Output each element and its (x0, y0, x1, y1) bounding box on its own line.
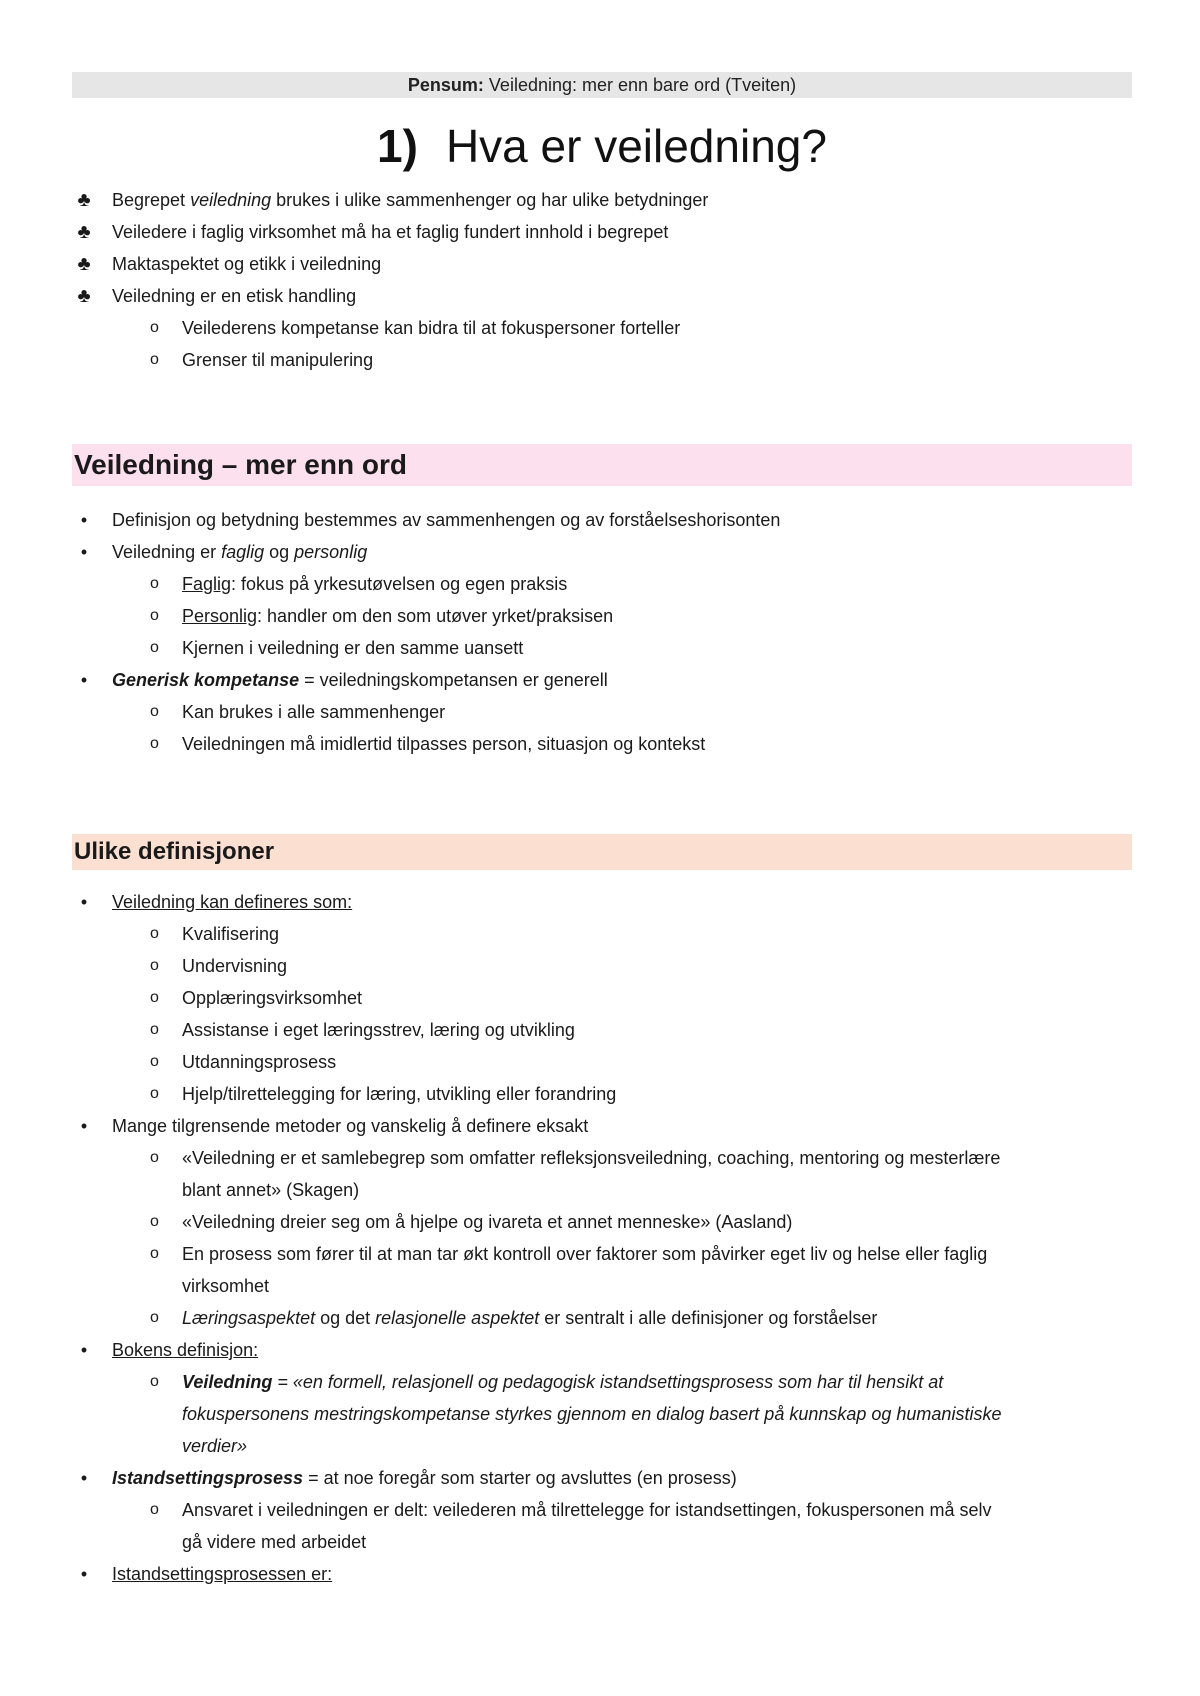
item-text: Kan brukes i alle sammenhenger (182, 702, 446, 722)
sub-bullet-icon: o (150, 1053, 159, 1070)
item-text: er sentralt i alle definisjoner og forståelser (539, 1308, 878, 1328)
item-underlined: Faglig (182, 574, 232, 594)
sub-bullet-icon: o (150, 1085, 159, 1102)
item-emphasis: personlig (294, 542, 368, 562)
sub-bullet-icon: o (150, 639, 159, 656)
sub-list-item (72, 982, 1132, 1014)
item-text: Opplæringsvirksomhet (182, 988, 363, 1008)
item-text: En prosess som fører til at man tar økt kontroll over faktorer som påvirker eget liv og helse eller faglig (182, 1244, 988, 1264)
sub-list-item (72, 918, 1132, 950)
sub-list-item (72, 1014, 1132, 1046)
item-text: = veiledningskompetansen er generell (299, 670, 608, 690)
sub-bullet-icon: o (150, 351, 159, 368)
item-bold-italic: Istandsettingsprosess (112, 1468, 304, 1488)
section3-list (72, 886, 1132, 1590)
bullet-icon: • (80, 542, 88, 562)
club-bullet-icon: ♣ (77, 285, 91, 307)
sub-bullet-icon: o (150, 925, 159, 942)
item-emphasis: veiledning (190, 190, 272, 210)
item-text: og (264, 542, 295, 562)
sub-bullet-icon: o (150, 1245, 159, 1262)
sub-bullet-icon: o (150, 989, 159, 1006)
list-item (72, 504, 1132, 536)
sub-list-item (72, 1366, 1132, 1398)
item-emphasis: = «en formell, relasjonell og pedagogisk istandsettingsprosess som har til hensikt at (272, 1372, 944, 1392)
title-text: Hva er veiledning? (445, 120, 827, 172)
section-heading-definisjoner: Ulike definisjoner (72, 834, 1132, 870)
item-text: Kjernen i veiledning er den samme uansett (182, 638, 524, 658)
item-underlined: Veiledning kan defineres som: (112, 892, 353, 912)
item-text: Kvalifisering (182, 924, 280, 944)
title-number: 1) (377, 120, 418, 172)
item-underlined: Bokens definisjon: (112, 1340, 259, 1360)
item-text: : handler om den som utøver yrket/praksisen (257, 606, 614, 626)
section2-list (72, 504, 1132, 760)
sub-bullet-icon: o (150, 1149, 159, 1166)
sub-list-item (72, 312, 1132, 344)
sub-bullet-icon: o (150, 319, 159, 336)
pensum-text: Veiledning: mer enn bare ord (Tveiten) (483, 75, 797, 95)
sub-list-item (72, 1078, 1132, 1110)
sub-bullet-icon: o (150, 703, 159, 720)
bullet-icon: • (80, 1116, 88, 1136)
sub-bullet-icon: o (150, 1021, 159, 1038)
sub-list-item (72, 728, 1132, 760)
section-heading-veiledning: Veiledning – mer enn ord (72, 444, 1132, 486)
item-text: Ansvaret i veiledningen er delt: veilederen må tilrettelegge for istandsettingen, fokuspersonen må selv (182, 1500, 992, 1520)
item-text: Grenser til manipulering (182, 350, 374, 370)
sub-list-item (72, 696, 1132, 728)
sub-list-item (72, 1206, 1132, 1238)
sub-bullet-icon: o (150, 575, 159, 592)
list-item (72, 1334, 1132, 1366)
bullet-icon: • (80, 1468, 88, 1488)
item-text: brukes i ulike sammenhenger og har ulike betydninger (271, 190, 709, 210)
pensum-banner (72, 72, 1132, 98)
item-emphasis: fokuspersonens mestringskompetanse styrkes gjennom en dialog basert på kunnskap og humanistiske (182, 1404, 1002, 1424)
item-bold-italic: Veiledning (182, 1372, 273, 1392)
item-text: = at noe foregår som starter og avsluttes (en prosess) (303, 1468, 737, 1488)
sub-list-item (72, 1494, 1132, 1526)
document-page (72, 72, 1132, 1590)
item-text: Veilederens kompetanse kan bidra til at fokuspersoner forteller (182, 318, 681, 338)
sub-list-item-continuation (72, 1270, 1132, 1302)
bullet-icon: • (80, 892, 88, 912)
sub-list-item (72, 1142, 1132, 1174)
sub-list-item-continuation (72, 1398, 1132, 1430)
item-text: Undervisning (182, 956, 288, 976)
item-underlined: Istandsettingsprosessen er: (112, 1564, 333, 1584)
item-text: Begrepet (112, 190, 191, 210)
sub-list-item (72, 568, 1132, 600)
item-text: Hjelp/tilrettelegging for læring, utvikling eller forandring (182, 1084, 617, 1104)
list-item (72, 184, 1132, 216)
sub-bullet-icon: o (150, 1373, 159, 1390)
sub-list-item (72, 950, 1132, 982)
item-text: Veiledning er (112, 542, 222, 562)
sub-list-item (72, 1046, 1132, 1078)
sub-list-item-continuation (72, 1430, 1132, 1462)
item-text: : fokus på yrkesutøvelsen og egen praksis (231, 574, 568, 594)
list-item (72, 886, 1132, 918)
list-item (72, 1110, 1132, 1142)
item-text: Definisjon og betydning bestemmes av sammenhengen og av forståelseshorisonten (112, 510, 781, 530)
page-title (72, 116, 1132, 176)
list-item (72, 664, 1132, 696)
item-text: gå videre med arbeidet (182, 1532, 367, 1552)
item-text: virksomhet (182, 1276, 270, 1296)
item-emphasis: Læringsaspektet (182, 1308, 316, 1328)
pensum-label: Pensum: (407, 75, 484, 95)
item-text: Veiledningen må imidlertid tilpasses person, situasjon og kontekst (182, 734, 706, 754)
item-text: Maktaspektet og etikk i veiledning (112, 254, 382, 274)
sub-bullet-icon: o (150, 1213, 159, 1230)
list-item (72, 1558, 1132, 1590)
sub-list-item (72, 600, 1132, 632)
item-underlined: Personlig (182, 606, 258, 626)
club-bullet-icon: ♣ (77, 189, 91, 211)
list-item (72, 536, 1132, 568)
sub-list-item-continuation (72, 1526, 1132, 1558)
item-text: Mange tilgrensende metoder og vanskelig å definere eksakt (112, 1116, 589, 1136)
list-item (72, 280, 1132, 312)
list-item (72, 248, 1132, 280)
list-item (72, 216, 1132, 248)
bullet-icon: • (80, 1340, 88, 1360)
sub-list-item (72, 1302, 1132, 1334)
sub-list-item-continuation (72, 1174, 1132, 1206)
item-emphasis: relasjonelle aspektet (375, 1308, 540, 1328)
item-text: Assistanse i eget læringsstrev, læring og utvikling (182, 1020, 575, 1040)
item-bold-italic: Generisk kompetanse (112, 670, 300, 690)
item-emphasis: verdier» (182, 1436, 248, 1456)
item-text: «Veiledning er et samlebegrep som omfatter refleksjonsveiledning, coaching, mentoring og mesterlære (182, 1148, 1001, 1168)
item-text: Utdanningsprosess (182, 1052, 337, 1072)
list-item (72, 1462, 1132, 1494)
sub-bullet-icon: o (150, 1501, 159, 1518)
item-text: Veiledere i faglig virksomhet må ha et faglig fundert innhold i begrepet (112, 222, 669, 242)
club-bullet-icon: ♣ (77, 221, 91, 243)
sub-bullet-icon: o (150, 735, 159, 752)
item-text: «Veiledning dreier seg om å hjelpe og ivareta et annet menneske» (Aasland) (182, 1212, 793, 1232)
sub-list-item (72, 344, 1132, 376)
bullet-icon: • (80, 670, 88, 690)
intro-list (72, 184, 1132, 376)
sub-list-item (72, 632, 1132, 664)
item-text: Veiledning er en etisk handling (112, 286, 357, 306)
sub-list-item (72, 1238, 1132, 1270)
item-text: blant annet» (Skagen) (182, 1180, 360, 1200)
bullet-icon: • (80, 510, 88, 530)
item-text: og det (315, 1308, 376, 1328)
sub-bullet-icon: o (150, 1309, 159, 1326)
bullet-icon: • (80, 1564, 88, 1584)
club-bullet-icon: ♣ (77, 253, 91, 275)
item-emphasis: faglig (221, 542, 265, 562)
sub-bullet-icon: o (150, 607, 159, 624)
sub-bullet-icon: o (150, 957, 159, 974)
